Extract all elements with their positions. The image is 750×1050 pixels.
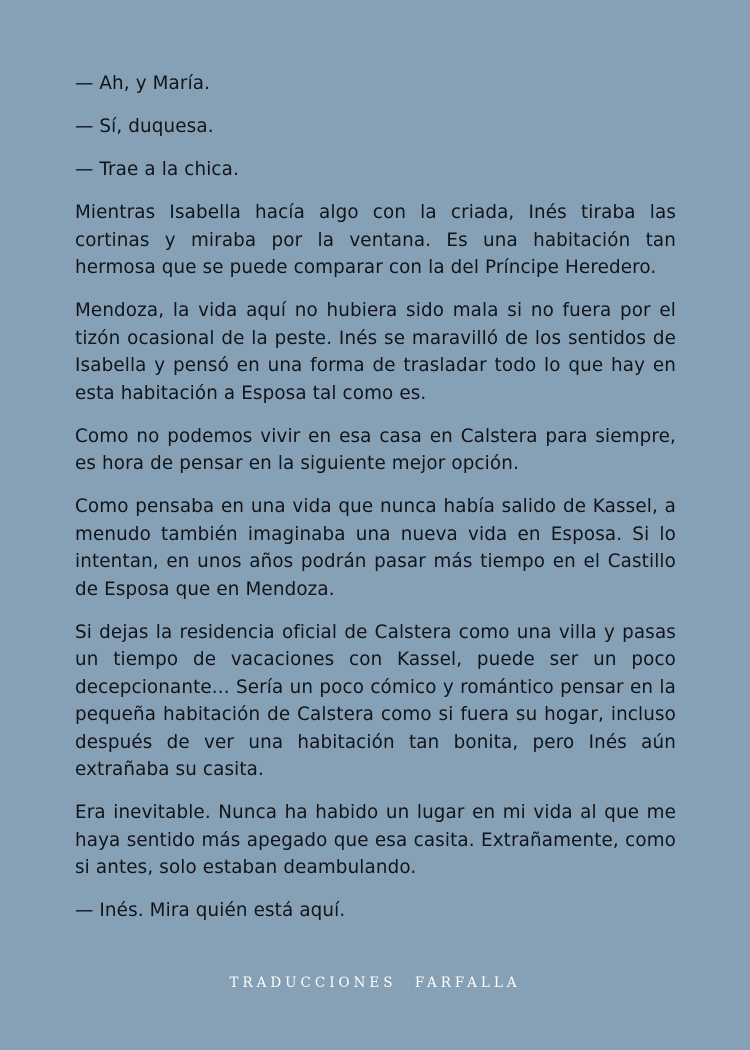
dialogue-line: — Inés. Mira quién está aquí. [75, 900, 346, 921]
narrative-paragraph: Era inevitable. Nunca ha habido un lugar en mi vida al que me haya sentido más apegado que esa casita. Extrañamente, como si antes, solo estaban deambulando. [75, 802, 676, 878]
dialogue-line: — Trae a la chica. [75, 159, 239, 180]
narrative-paragraph: Si dejas la residencia oficial de Calstera como una villa y pasas un tiempo de vacaciones con Kassel, puede ser un poco decepcionante... Sería un poco cómico y romántico pensar en la pequeña habitación de Calstera como si fuera su hogar, incluso después de ver una habitación tan bonita, pero Inés aún extrañaba su casita. [75, 621, 676, 780]
narrative-paragraph: Como no podemos vivir en esa casa en Calstera para siempre, es hora de pensar en la siguiente mejor opción. [75, 425, 676, 474]
translator-credit: TRADUCCIONES FARFALLA [229, 975, 521, 991]
narrative-paragraph: Mientras Isabella hacía algo con la criada, Inés tiraba las cortinas y miraba por la ventana. Es una habitación tan hermosa que se puede comparar con la del Príncipe Heredero. [75, 202, 676, 278]
narrative-paragraph: Como pensaba en una vida que nunca había salido de Kassel, a menudo también imaginaba una nueva vida en Esposa. Si lo intentan, en unos años podrán pasar más tiempo en el Castillo de Esposa que en Mendoza. [75, 496, 676, 600]
page-body [75, 70, 676, 925]
dialogue-line: — Sí, duquesa. [75, 116, 214, 137]
narrative-paragraph: Mendoza, la vida aquí no hubiera sido mala si no fuera por el tizón ocasional de la peste. Inés se maravilló de los sentidos de Isabella y pensó en una forma de trasladar todo lo que hay en esta habitación a Esposa tal como es. [75, 300, 676, 404]
dialogue-line: — Ah, y María. [75, 73, 211, 94]
